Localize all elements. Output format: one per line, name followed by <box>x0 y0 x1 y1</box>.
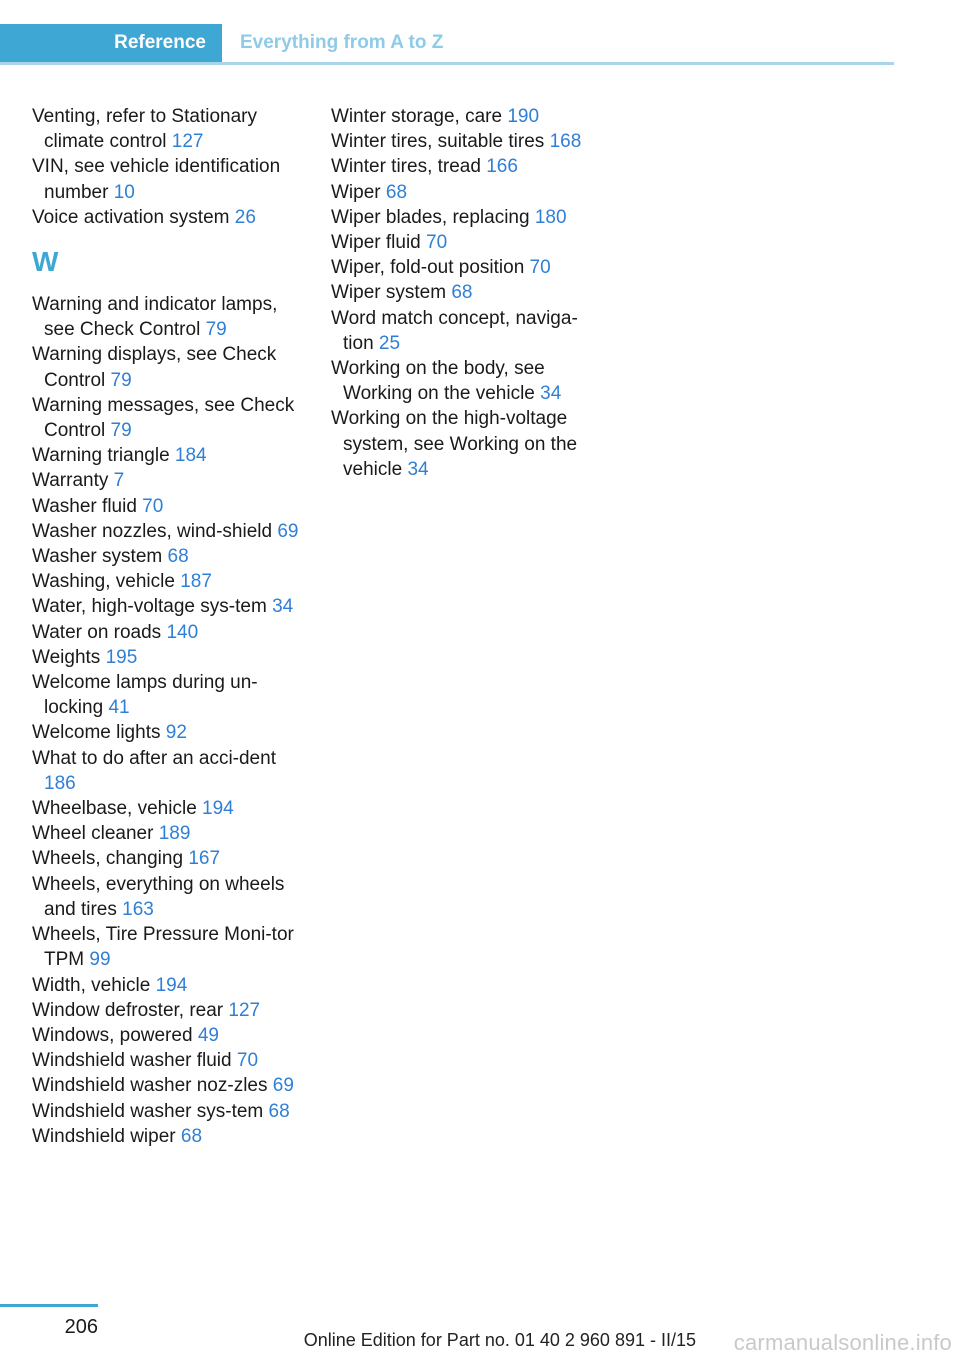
page-link[interactable]: 184 <box>174 445 207 467</box>
index-term: Voice activation system <box>32 206 230 228</box>
page-link[interactable]: 26 <box>234 206 256 228</box>
page-link[interactable]: 41 <box>108 697 130 719</box>
page-link[interactable]: 92 <box>165 722 187 744</box>
index-term: Windshield washer sys-tem <box>32 1100 264 1122</box>
index-term: Windows, powered <box>32 1024 193 1046</box>
index-term: Welcome lights <box>32 722 161 744</box>
page-link[interactable]: 186 <box>44 772 76 794</box>
page-link[interactable]: 79 <box>110 369 132 391</box>
index-entry <box>32 1048 300 1073</box>
index-entry <box>32 544 300 569</box>
index-entry <box>32 468 300 493</box>
page-link[interactable]: 68 <box>268 1100 290 1122</box>
index-term: Wheelbase, vehicle <box>32 798 197 820</box>
index-term: Warning and indicator lamps, see Check Control <box>32 294 278 341</box>
index-entry <box>331 255 593 280</box>
index-entry <box>331 129 593 154</box>
index-entry <box>32 922 300 972</box>
index-term: Wheels, changing <box>32 848 184 870</box>
index-term: Windshield wiper <box>32 1125 176 1147</box>
index-term: Water on roads <box>32 621 162 643</box>
index-entry <box>331 406 593 482</box>
page-link[interactable]: 68 <box>385 181 408 203</box>
page-link[interactable]: 166 <box>486 156 518 178</box>
index-entry <box>32 519 300 544</box>
page-link[interactable]: 140 <box>166 621 199 643</box>
edition-note: Online Edition for Part no. 01 40 2 960 891 - II/15 <box>303 1330 696 1350</box>
index-entry <box>32 494 300 519</box>
page-link[interactable]: 195 <box>105 646 138 668</box>
subsection-title: Everything from A to Z <box>240 32 444 53</box>
index-term: Warning messages, see Check Control <box>32 394 295 442</box>
index-term: Warning displays, see Check Control <box>32 344 277 391</box>
index-term: Winter tires, suitable tires <box>331 131 545 153</box>
index-entry <box>32 645 300 670</box>
watermark: carmanualsonline.info <box>733 1330 952 1355</box>
page-link[interactable]: 167 <box>188 848 221 870</box>
index-term: Windshield washer fluid <box>32 1050 232 1072</box>
index-entry <box>32 746 300 796</box>
page-link[interactable]: 34 <box>272 596 294 618</box>
index-term: Word match concept, naviga-tion <box>331 307 578 354</box>
index-term: What to do after an acci-dent <box>32 747 276 769</box>
index-entry <box>32 342 300 392</box>
index-entry <box>331 205 593 230</box>
index-term: Working on the body, see Working on the vehicle <box>331 358 545 405</box>
index-entry <box>32 821 300 846</box>
page-header <box>0 24 894 65</box>
page-link[interactable]: 189 <box>158 823 191 845</box>
index-term: Welcome lamps during un-locking <box>32 672 258 719</box>
page-link[interactable]: 168 <box>549 131 582 153</box>
page-link[interactable]: 25 <box>378 332 401 354</box>
index-term: Wheel cleaner <box>32 823 154 845</box>
page-number-bar <box>0 1304 98 1307</box>
index-entry <box>32 594 300 619</box>
index-term: Venting, refer to Stationary climate control <box>32 106 257 153</box>
index-term: Wiper fluid <box>331 232 421 254</box>
index-entry <box>331 230 593 255</box>
index-term: Window defroster, rear <box>32 999 224 1021</box>
page-link[interactable]: 79 <box>110 420 132 442</box>
section-tab: Reference <box>0 24 222 62</box>
index-entry <box>32 973 300 998</box>
page-link[interactable]: 79 <box>205 319 227 341</box>
page-link[interactable]: 70 <box>529 257 551 279</box>
index-entry <box>32 205 300 230</box>
index-term: Wiper, fold-out position <box>331 257 525 279</box>
index-column-right <box>331 104 593 482</box>
section-letter: W <box>32 246 59 278</box>
page-link[interactable]: 194 <box>155 974 188 996</box>
index-entry <box>32 1073 300 1098</box>
page-link[interactable]: 69 <box>272 1075 294 1097</box>
index-term: Wiper blades, replacing <box>331 206 530 228</box>
index-entry <box>32 998 300 1023</box>
index-term: Warning triangle <box>32 445 170 467</box>
index-entry <box>32 1023 300 1048</box>
index-entry <box>32 872 300 922</box>
page-link[interactable]: 34 <box>407 458 429 480</box>
index-entry <box>331 180 593 205</box>
index-entry <box>32 393 300 443</box>
index-term: VIN, see vehicle identification number <box>32 156 281 203</box>
index-entry <box>331 306 593 356</box>
index-entry <box>32 620 300 645</box>
index-term: Washer fluid <box>32 495 137 517</box>
index-column-left <box>32 104 300 1149</box>
index-term: Washer nozzles, wind-shield <box>32 520 273 542</box>
index-entry <box>32 1124 300 1149</box>
index-entry <box>32 443 300 468</box>
index-term: Weights <box>32 646 101 668</box>
index-entry <box>331 104 593 129</box>
page-link[interactable]: 180 <box>534 206 567 228</box>
index-entry <box>32 104 300 154</box>
index-term: Winter storage, care <box>331 106 503 127</box>
index-entry <box>32 796 300 821</box>
index-entry <box>32 846 300 871</box>
page-link[interactable]: 70 <box>142 495 164 517</box>
page-link[interactable]: 34 <box>540 383 562 405</box>
index-entry <box>32 1099 300 1124</box>
index-entry <box>32 670 300 720</box>
page-link[interactable]: 187 <box>180 571 212 593</box>
page-link[interactable]: 68 <box>180 1125 203 1147</box>
page-link[interactable]: 69 <box>277 520 299 542</box>
page-link[interactable]: 68 <box>451 282 473 304</box>
index-term: Windshield washer noz-zles <box>32 1075 268 1097</box>
page-link[interactable]: 190 <box>507 106 540 127</box>
page-link[interactable]: 99 <box>89 949 111 971</box>
index-term: Washer system <box>32 546 163 568</box>
page-link[interactable]: 7 <box>113 470 125 492</box>
index-term: Width, vehicle <box>32 974 151 996</box>
index-term: Wheels, Tire Pressure Moni-tor TPM <box>32 924 294 971</box>
index-entry <box>32 720 300 745</box>
index-term: Warranty <box>32 470 109 492</box>
page-link[interactable]: 194 <box>202 798 234 820</box>
index-entry <box>331 356 593 406</box>
index-term: Wheels, everything on wheels and tires <box>32 873 285 920</box>
page-link[interactable]: 70 <box>426 232 448 254</box>
page-link[interactable]: 49 <box>197 1024 219 1046</box>
page-link[interactable]: 68 <box>167 546 189 568</box>
index-term: Wiper system <box>331 282 447 304</box>
index-entry <box>331 280 593 305</box>
page-link[interactable]: 127 <box>228 999 261 1021</box>
index-term: Winter tires, tread <box>331 156 481 178</box>
page-link[interactable]: 127 <box>171 131 204 153</box>
index-entry <box>331 154 593 179</box>
index-term: Water, high-voltage sys-tem <box>32 596 267 618</box>
page-link[interactable]: 10 <box>113 181 135 203</box>
page-link[interactable]: 70 <box>236 1050 259 1072</box>
index-term: Working on the high-voltage system, see Working on the vehicle <box>331 408 578 480</box>
index-entry <box>32 292 300 342</box>
index-term: Washing, vehicle <box>32 571 175 593</box>
index-term: Wiper <box>331 181 381 203</box>
index-entry <box>32 154 300 204</box>
page-number: 206 <box>64 1316 98 1338</box>
index-entry <box>32 569 300 594</box>
page-link[interactable]: 163 <box>122 898 154 920</box>
